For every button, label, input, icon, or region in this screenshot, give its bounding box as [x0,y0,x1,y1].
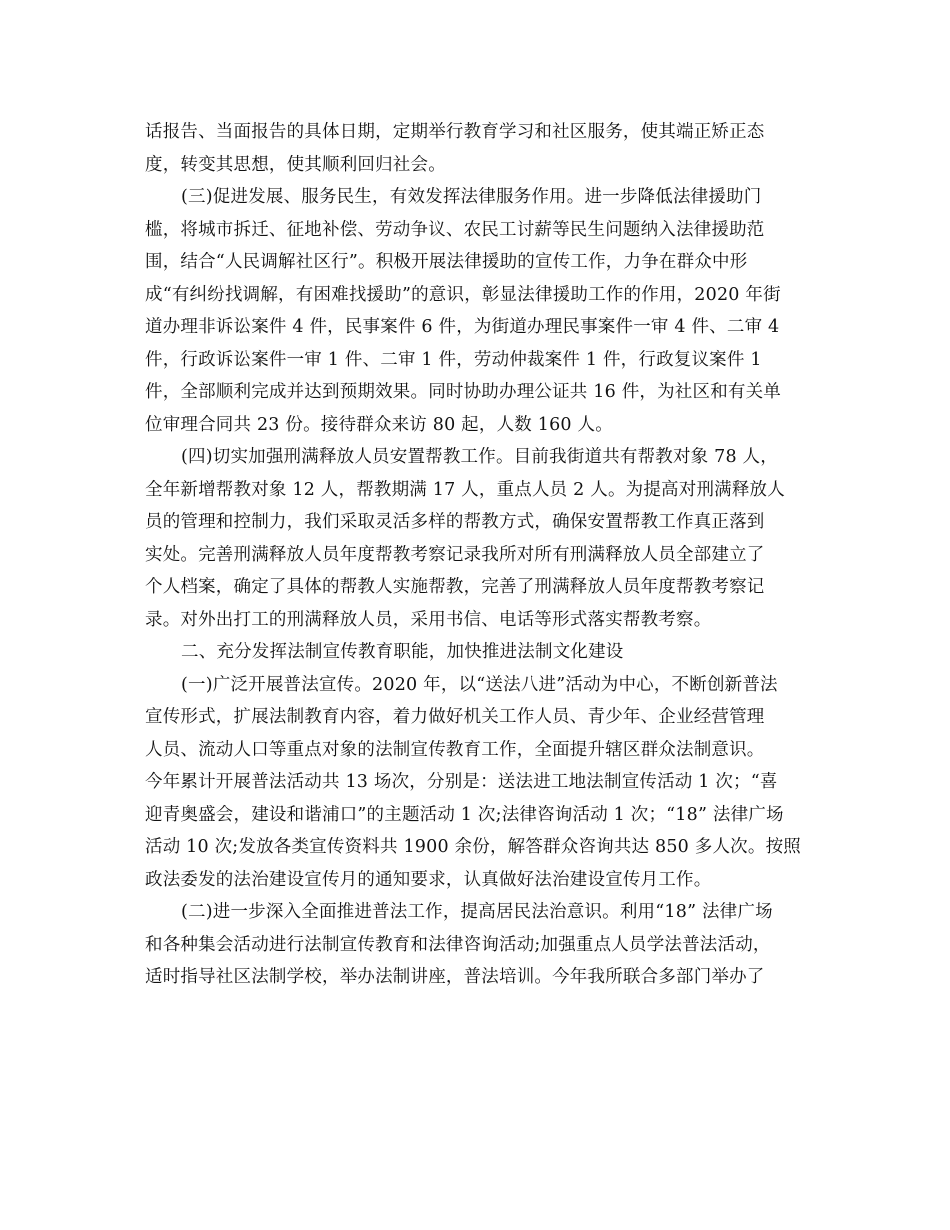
text-line: 道办理非诉讼案件 4 件，民事案件 6 件，为街道办理民事案件一审 4 件、二审 4 [145,317,780,337]
text-line: 槛，将城市拆迁、征地补偿、劳动争议、农民工讨薪等民生问题纳入法律援助范 [145,219,765,240]
text-line: (二)进一步深入全面推进普法工作，提高居民法治意识。利用“18” 法律广场 [181,902,773,922]
text-line: 件，行政诉讼案件一审 1 件、二审 1 件，劳动仲裁案件 1 件，行政复议案件 1 [145,349,762,370]
text-line: 围，结合“人民调解社区行”。积极开展法律援助的宣传工作，力争在群众中形 [145,252,748,272]
text-line: 人员、流动人口等重点对象的法制宣传教育工作，全面提升辖区群众法制意识。 [145,739,765,760]
text-line: 件，全部顺利完成并达到预期效果。同时协助办理公证共 16 件，为社区和有关单 [145,382,781,402]
text-line: 话报告、当面报告的具体日期，定期举行教育学习和社区服务，使其端正矫正态 [145,122,765,142]
text-line: 实处。完善刑满释放人员年度帮教考察记录我所对所有刑满释放人员全部建立了 [145,544,765,565]
text-line: 录。对外出打工的刑满释放人员，采用书信、电话等形式落实帮教考察。 [145,609,712,630]
text-line: 迎青奥盛会，建设和谐浦口”的主题活动 1 次;法律咨询活动 1 次；“18” 法律广场 [145,804,784,825]
text-line: 适时指导社区法制学校，举办法制讲座，普法培训。今年我所联合多部门举办了 [145,967,765,987]
text-line: 全年新增帮教对象 12 人，帮教期满 17 人，重点人员 2 人。为提高对刑满释放人 [145,479,785,500]
text-line: 二、充分发挥法制宣传教育职能，加快推进法制文化建设 [181,642,624,662]
document-body [145,116,805,994]
text-line: (一)广泛开展普法宣传。2020 年，以“送法八进”活动为中心，不断创新普法 [181,674,778,695]
text-line: (三)促进发展、服务民生，有效发挥法律服务作用。进一步降低法律援助门 [181,187,762,207]
text-line: 和各种集会活动进行法制宣传教育和法律咨询活动;加强重点人员学法普法活动， [145,934,771,955]
text-line: 活动 10 次;发放各类宣传资料共 1900 余份，解答群众咨询共达 850 多人次。按照 [145,837,801,857]
text-line: 个人档案，确定了具体的帮教人实施帮教，完善了刑满释放人员年度帮教考察记 [145,577,765,597]
text-line: 成“有纠纷找调解，有困难找援助”的意识，彰显法律援助工作的作用，2020 年街 [145,284,781,305]
text-line: 位审理合同共 23 份。接待群众来访 80 起，人数 160 人。 [145,414,613,435]
text-line: (四)切实加强刑满释放人员安置帮教工作。目前我街道共有帮教对象 78 人， [181,447,778,467]
text-line: 度，转变其思想，使其顺利回归社会。 [145,154,446,175]
text-line: 宣传形式，扩展法制教育内容，着力做好机关工作人员、青少年、企业经营管理 [145,707,765,727]
text-line: 员的管理和控制力，我们采取灵活多样的帮教方式，确保安置帮教工作真正落到 [145,512,765,532]
text-line: 今年累计开展普法活动共 13 场次，分别是：送法进工地法制宣传活动 1 次；“喜 [145,772,778,792]
text-line: 政法委发的法治建设宣传月的通知要求，认真做好法治建设宣传月工作。 [145,869,712,890]
